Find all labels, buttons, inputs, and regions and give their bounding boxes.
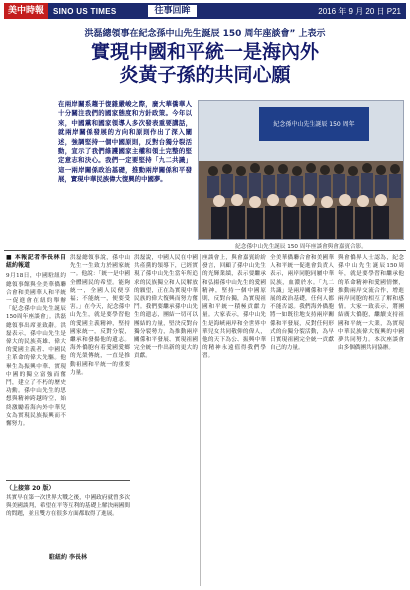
- article-subhead: 洪磊總領事在紀念孫中山先生誕辰 150 周年座談會” 上表示: [84, 29, 326, 39]
- newspaper-logo: 美中時報: [4, 3, 48, 19]
- group-photo-illustration: [199, 101, 404, 240]
- body-column-1: [6, 254, 66, 586]
- photo-banner-text: 紀念孫中山先生誕辰 150 周年: [273, 121, 355, 128]
- continued-box-text: 其實早在第一次世界大戰之後，中國政府就曾多次與美國談判，希望在平等互利的基礎上解決兩國間的問題，並且雙方在很多方面都取得了進展。: [6, 495, 130, 518]
- headline-line-1: 實現中國和平統一是海內外: [90, 41, 319, 63]
- body-text-2: 洪磊總領事說，孫中山先生一生致力於國家統一。他說：「統一是中國全體國民的希望。能夠統一，全國人民便享福；不能統一，便要受害。」在今天，紀念孫中山先生，就是要學習他的愛國主義精神，堅持國家統一，反對分裂，繼承和發揚他的遺志。海外僑胞有着愛國愛鄉的光榮傳統，一直是推動祖國和平統一的重要力量。: [70, 255, 130, 376]
- article-lead: 在兩岸關系趨于復雜嚴峻之際，廣大華僑華人十分關注我們的國家態度和方針政策。今年以來，中國黨和國家領導人多次發表重要講話，就兩岸關係發展的方向和原則作出了深入闡述，強調堅持一個中國原則，反對台獨分裂活動，宣示了我們維護國家主權和領土完整的堅定意志和決心。我們一定要堅持「九二共識」這一兩岸關係政治基礎，推動兩岸關係和平發展，實現中華民族偉大復興的中國夢。: [58, 100, 192, 184]
- continued-box-author: 駐紐約 李長林: [48, 554, 88, 561]
- headline-line-2: 炎黃子孫的共同心願: [119, 64, 291, 86]
- body-text-5: 全美華僑聯合會和美國華人和平統一促進會負責人表示，兩岸同胞同屬中華民族，血濃於水。「九二共識」是兩岸關係和平發展的政治基礎，任何人都不能否認。我們海外僑胞將一如既往地支持兩岸關係和平發展，反對任何形式的台獨分裂活動，為早日實現祖國完全統一貢獻自己的力量。: [270, 255, 334, 352]
- body-column-6: [338, 254, 404, 586]
- group-photo: [198, 100, 404, 240]
- section-divider: [4, 250, 406, 251]
- newspaper-name: SINO US TIMES: [53, 6, 117, 16]
- body-column-2: [70, 254, 130, 586]
- issue-date: 2016 年 9 月 20 日 P21: [318, 6, 401, 16]
- body-column-5: [270, 254, 334, 586]
- section-title: 往事回眸: [148, 5, 196, 17]
- article-headline: [10, 41, 400, 87]
- continued-box-title: （上接第 20 版）: [6, 485, 55, 492]
- masthead: [4, 3, 406, 19]
- reporter-byline: ■ 本報記者李長林自紐約報道: [6, 254, 66, 270]
- body-column-4: [202, 254, 266, 586]
- photo-caption: 紀念孫中山先生誕辰 150 周年座談會與會嘉賓合影。: [235, 244, 367, 250]
- body-text-4: 座談會上，與會嘉賓紛紛發言，回顧了孫中山先生的光輝業績，表示要繼承和弘揚孫中山先生的愛國精神，堅持一個中國原則，反對台獨，為實現祖國和平統一積極貢獻力量。大家表示，孫中山先生是海峽兩岸和全世界中華兒女共同敬仰的偉人，他的天下為公、振興中華的精神永遠值得我們學習。: [202, 255, 266, 360]
- body-text-6: 與會僑界人士認為，紀念孫中山先生誕辰150周年，就是要學習和繼承他的革命精神和愛國情懷，推動兩岸交流合作，增進兩岸同胞的相互了解和感情。大家一致表示，將團結廣大僑胞，繼續支持祖國和平統一大業，為實現中華民族偉大復興的中國夢共同努力。本次座談會由多個僑團共同協辦。: [338, 255, 404, 352]
- column-rule: [200, 254, 201, 586]
- continued-box: [6, 480, 130, 519]
- body-text-1: 9月18日，中國駐紐約總領事館與全美華僑聯合會和美國華人和平統一促進會在紐約舉辦「紀念孫中山先生誕辰150周年座談會」。洪磊總領事出席並致辭。洪磊表示，孫中山先生是偉大的民族英雄、偉大的愛國主義者、中國民主革命的偉大先驅。他畢生為振興中華、實現中國的獨立富強而奮鬥，建立了不朽的歷史功勳。孫中山先生的思想與精神跨越時空，始終激勵着海內外中華兒女為實現民族振興而不懈努力。: [6, 273, 66, 428]
- body-text-3: 洪磊說，中國人民在中國共產黨的領導下，已經實現了孫中山先生當年所追求的民族獨立和人民解放的願望，正在為實現中華民族的偉大復興而努力奮鬥。我們要繼承孫中山先生的遺志，團結一切可以團結的力量，堅決反對台獨分裂勢力，為推動兩岸關係和平發展、實現祖國完全統一作出新的更大的貢獻。: [134, 255, 198, 360]
- body-column-3: [134, 254, 198, 586]
